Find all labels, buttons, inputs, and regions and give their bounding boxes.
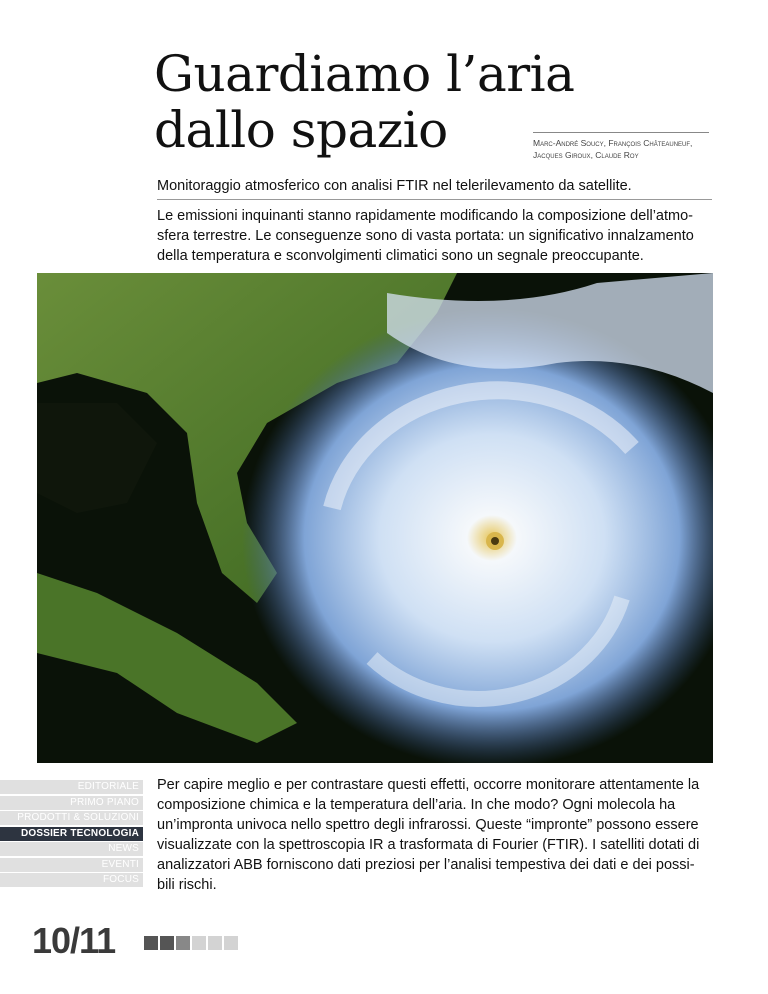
nav-item-eventi[interactable]: EVENTI (0, 858, 143, 872)
indicator-square (144, 936, 158, 950)
lead-paragraph: Le emissioni inquinanti stanno rapidamente modificando la composizione dell’atmo-sfera terrestre. Le conseguenze sono di vasta portata: un significativo innalzamento della temperatura e sconvolgimenti climatici sono un segnale preoccupante. (157, 208, 694, 264)
nav-item-primo-piano[interactable]: PRIMO PIANO (0, 796, 143, 810)
indicator-square (176, 936, 190, 950)
indicator-square (160, 936, 174, 950)
section-nav (0, 780, 143, 889)
nav-item-focus[interactable]: FOCUS (0, 873, 143, 887)
author-byline (533, 132, 709, 161)
nav-item-news[interactable]: NEWS (0, 842, 143, 856)
hurricane-satellite-image (37, 273, 713, 763)
body-paragraph: Per capire meglio e per contrastare questi effetti, occorre monitorare attentamente la composizione chimica e la temperatura dell’aria. In che modo? Ogni molecola ha un’impronta univoca nello spettro degli infrarossi. Queste “impronte” possono essere visualizzate con la spettroscopia IR a trasformata di Fourier (FTIR). I satelliti dotati di analizzatori ABB forniscono dati preziosi per l’analisi tempestiva dei dati e dei possi-bili rischi. (157, 777, 700, 893)
page-indicator-squares (144, 936, 238, 950)
indicator-square (208, 936, 222, 950)
title-line-2: dallo spazio (154, 101, 448, 159)
nav-item-dossier-tecnologia[interactable]: DOSSIER TECNOLOGIA (0, 827, 143, 841)
nav-item-prodotti-soluzioni[interactable]: PRODOTTI & SOLUZIONI (0, 811, 143, 825)
page-number: 10/11 (32, 920, 116, 961)
indicator-square (224, 936, 238, 950)
article-subtitle: Monitoraggio atmosferico con analisi FTIR nel telerilevamento da satellite. (157, 176, 712, 200)
indicator-square (192, 936, 206, 950)
title-line-1: Guardiamo l’aria (154, 45, 575, 103)
hurricane-satellite-photo (37, 273, 713, 763)
authors-line-2: Jacques Giroux, Claude Roy (533, 150, 639, 160)
nav-item-editoriale[interactable]: EDITORIALE (0, 780, 143, 794)
authors-line-1: Marc-André Soucy, François Châteauneuf, (533, 138, 693, 148)
